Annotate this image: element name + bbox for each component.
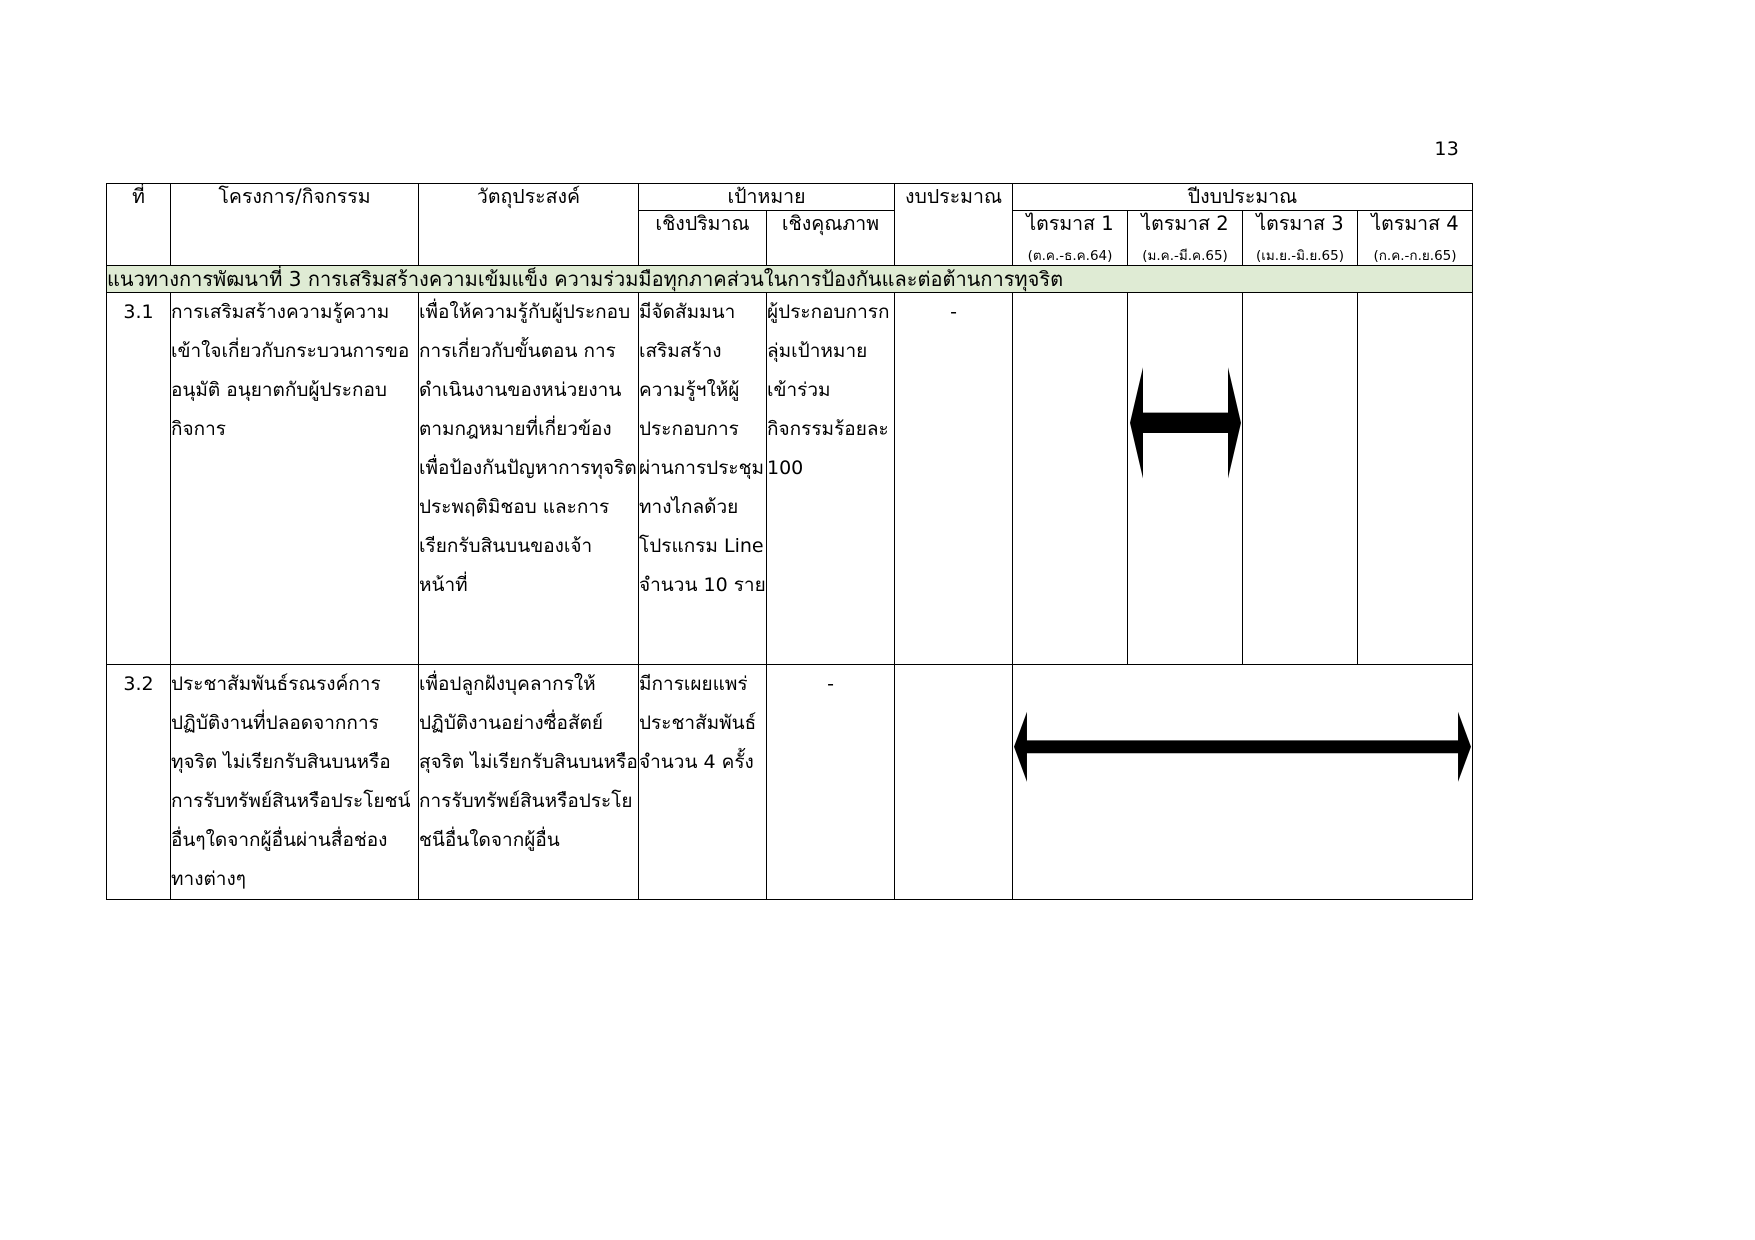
- quarter-3-title: ไตรมาส 3: [1256, 212, 1344, 236]
- table-body: [107, 266, 1473, 900]
- row-quarter-2-cell: [1128, 293, 1243, 665]
- header-target-group: เป้าหมาย: [639, 184, 895, 211]
- quarter-4-title: ไตรมาส 4: [1371, 212, 1459, 236]
- quarter-2-title: ไตรมาส 2: [1141, 212, 1229, 236]
- quarter-1-period: (ต.ค.-ธ.ค.64): [1027, 247, 1113, 264]
- header-quarter-4: [1358, 211, 1473, 266]
- row-objective: เพื่อให้ความรู้กับผู้ประกอบการเกี่ยวกับขั้นตอน การดำเนินงานของหน่วยงานตามกฎหมายที่เกี่ยวข้องเพื่อป้องกันปัญหาการทุจริตประพฤติมิชอบ และการเรียกรับสินบนของเจ้าหน้าที่: [419, 293, 639, 665]
- table-row: [107, 665, 1473, 900]
- row-target-qualitative: -: [767, 665, 895, 900]
- header-project: โครงการ/กิจกรรม: [171, 184, 419, 266]
- header-objective: วัตถุประสงค์: [419, 184, 639, 266]
- section-header-text: แนวทางการพัฒนาที่ 3 การเสริมสร้างความเข้มแข็ง ความร่วมมือทุกภาคส่วนในการป้องกันและต่อต้านการทุจริต: [107, 266, 1473, 293]
- row-quarter-1-cell: [1013, 293, 1128, 665]
- header-quarter-2: [1128, 211, 1243, 266]
- header-quarter-1: [1013, 211, 1128, 266]
- quarter-4-period: (ก.ค.-ก.ย.65): [1373, 247, 1457, 264]
- header-fiscal-year: ปีงบประมาณ: [1013, 184, 1473, 211]
- table-row: [107, 293, 1473, 665]
- row-target-quantitative: มีการเผยแพร่ประชาสัมพันธ์ จำนวน 4 ครั้ง: [639, 665, 767, 900]
- header-quarter-3: [1243, 211, 1358, 266]
- header-target-qualitative: เชิงคุณภาพ: [767, 211, 895, 266]
- table-header: [107, 184, 1473, 266]
- timeline-arrow: [1128, 293, 1242, 664]
- header-target-quantitative: เชิงปริมาณ: [639, 211, 767, 266]
- row-number: 3.2: [107, 665, 171, 900]
- header-budget: งบประมาณ: [895, 184, 1013, 266]
- row-target-qualitative: ผู้ประกอบการกลุ่มเป้าหมายเข้าร่วมกิจกรรมร้อยละ 100: [767, 293, 895, 665]
- section-header-row: [107, 266, 1473, 293]
- row-target-quantitative: มีจัดสัมมนาเสริมสร้างความรู้ฯให้ผู้ประกอบการผ่านการประชุมทางไกลด้วยโปรแกรม Line จำนวน 10 ราย: [639, 293, 767, 665]
- row-number: 3.1: [107, 293, 171, 665]
- timeline-arrow: [1013, 665, 1472, 899]
- quarter-1-title: ไตรมาส 1: [1026, 212, 1114, 236]
- action-plan-table-wrapper: [106, 183, 1472, 900]
- row-budget: [895, 665, 1013, 900]
- action-plan-table: [106, 183, 1473, 900]
- row-objective: เพื่อปลูกฝังบุคลากรให้ปฏิบัติงานอย่างซื่อสัตย์สุจริต ไม่เรียกรับสินบนหรือการรับทรัพย์สินหรือประโยชนีอื่นใดจากผู้อื่น: [419, 665, 639, 900]
- quarter-3-period: (เม.ย.-มิ.ย.65): [1256, 247, 1344, 264]
- row-project: ประชาสัมพันธ์รณรงค์การปฏิบัติงานที่ปลอดจากการทุจริต ไม่เรียกรับสินบนหรือการรับทรัพย์สินหรือประโยชน์อื่นๆใดจากผู้อื่นผ่านสื่อช่องทางต่างๆ: [171, 665, 419, 900]
- row-quarter-3-cell: [1243, 293, 1358, 665]
- row-quarter-4-cell: [1358, 293, 1473, 665]
- header-row-top: [107, 184, 1473, 211]
- row-budget: -: [895, 293, 1013, 665]
- row-timeline-q1-q4: [1013, 665, 1473, 900]
- row-project: การเสริมสร้างความรู้ความเข้าใจเกี่ยวกับกระบวนการขออนุมัติ อนุยาตกับผู้ประกอบกิจการ: [171, 293, 419, 665]
- page-number: 13: [1434, 138, 1459, 160]
- quarter-2-period: (ม.ค.-มี.ค.65): [1142, 247, 1228, 264]
- header-no: ที่: [107, 184, 171, 266]
